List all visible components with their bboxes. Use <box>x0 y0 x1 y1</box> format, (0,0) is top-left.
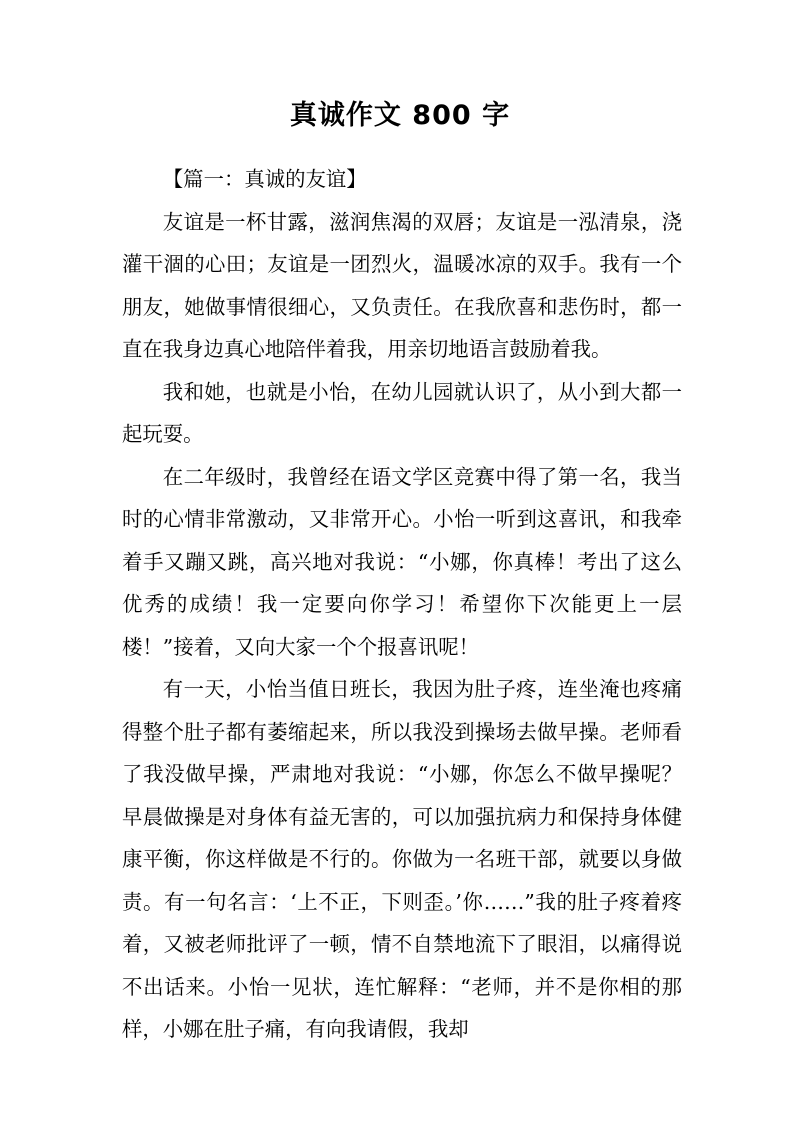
paragraph: 在二年级时，我曾经在语文学区竞赛中得了第一名，我当时的心情非常激动，又非常开心。小怡一听到这喜讯，和我牵着手又蹦又跳，高兴地对我说：“小娜，你真棒！考出了这么优秀的成绩！我一定要向你学习！希望你下次能更上一层楼！”接着，又向大家一个个报喜讯呢！ <box>122 464 682 659</box>
paragraph: 友谊是一杯甘露，滋润焦渴的双唇；友谊是一泓清泉，浇灌干涸的心田；友谊是一团烈火，温暖冰凉的双手。我有一个朋友，她做事情很细心，又负责任。在我欣喜和悲伤时，都一直在我身边真心地陪伴着我，用亲切地语言鼓励着我。 <box>122 209 682 361</box>
section-heading: 【篇一：真诚的友谊】 <box>162 167 367 191</box>
paragraph: 我和她，也就是小怡，在幼儿园就认识了，从小到大都一起玩耍。 <box>122 379 682 446</box>
document-body <box>122 158 682 1051</box>
paragraph: 有一天，小怡当值日班长，我因为肚子疼，连坐淹也疼痛得整个肚子都有萎缩起来，所以我没到操场去做早操。老师看了我没做早操，严肃地对我说：“小娜，你怎么不做早操呢？早晨做操是对身体有益无害的，可以加强抗病力和保持身体健康平衡，你这样做是不行的。你做为一名班干部，就要以身做责。有一句名言：‘上不正，下则歪。’你……”我的肚子疼着疼着，又被老师批评了一顿，情不自禁地流下了眼泪，以痛得说不出话来。小怡一见状，连忙解释：“老师，并不是你相的那样，小娜在肚子痛，有向我请假，我却 <box>122 677 682 1041</box>
document-title: 真诚作文 800 字 <box>289 100 511 131</box>
